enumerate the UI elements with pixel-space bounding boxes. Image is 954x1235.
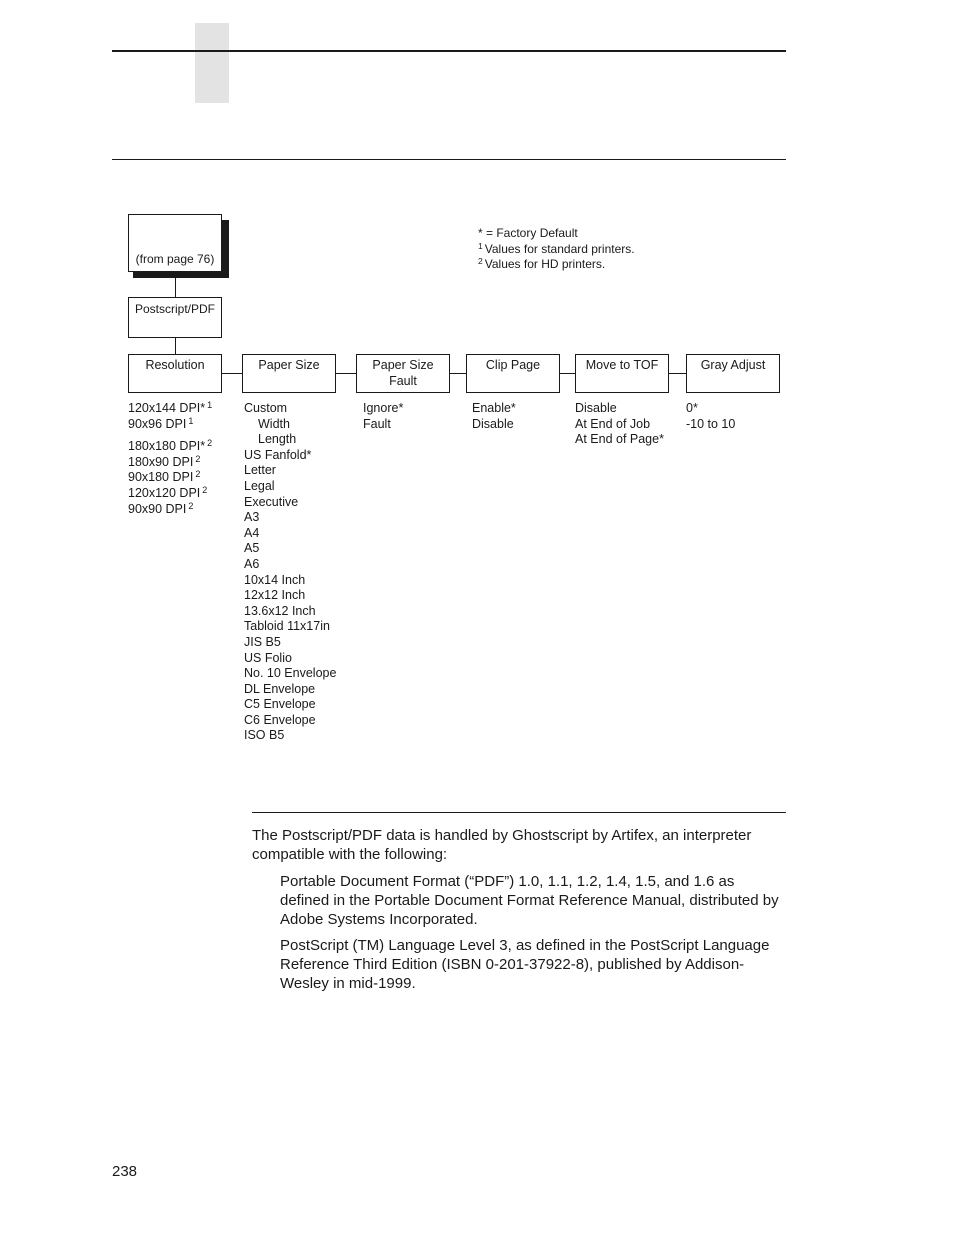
list-item: C5 Envelope [244,697,316,712]
list-item: A6 [244,556,260,571]
list-item: US Fanfold* [244,447,312,462]
list-item: 120x120 DPI $^2$ [128,484,208,500]
gray-adjust-options [686,401,735,432]
menu-clip-page: Clip Page [466,354,560,393]
legend-note-2: $^2$ Values for HD printers. [478,256,606,271]
list-item: ISO B5 [244,728,285,743]
list-item: A5 [244,541,260,556]
list-item: 0* [686,401,698,415]
connector [222,373,242,374]
page-number: 238 [112,1163,138,1180]
postscript-pdf-box: Postscript/PDF [128,297,222,338]
list-item: JIS B5 [244,634,281,649]
list-item: 10x14 Inch [244,572,306,587]
list-item: 13.6x12 Inch [244,603,316,618]
intro-paragraph: The Postscript/PDF data is handled by Ghostscript by Artifex, an interpreter compatible with the following: [252,827,752,863]
menu-move-to-tof: Move to TOF [575,354,669,393]
connector [560,373,575,374]
list-item: Width [258,416,290,431]
list-item: 90x90 DPI $^2$ [128,500,194,516]
paper-size-options [244,401,336,744]
list-item: A3 [244,510,260,525]
postscript-paragraph: PostScript (TM) Language Level 3, as defined in the PostScript Language Reference Third Edition (ISBN 0-201-37922-8), published by Addison-Wesley in mid-1999. [280,937,770,992]
list-item: Tabloid 11x17in [244,619,330,634]
connector [175,278,176,298]
move-tof-options [575,401,664,448]
list-item: A4 [244,525,260,540]
legend-note-1: $^1$ Values for standard printers. [478,240,635,256]
list-item: C6 Envelope [244,712,316,727]
list-item: 180x180 DPI* $^2$ [128,438,213,454]
connector [669,373,686,374]
list-item: Legal [244,478,275,493]
connector [336,373,356,374]
list-item: Enable* [472,401,516,415]
list-item: 90x96 DPI $^1$ [128,415,194,431]
list-item: Disable [575,401,617,415]
legend [478,226,635,273]
menu-resolution: Resolution [128,354,222,393]
menu-paper-size-fault: Paper Size Fault [356,354,450,393]
list-item: Ignore* [363,401,404,415]
body-rule [252,812,786,813]
list-item: At End of Page* [575,432,664,447]
from-page-box: (from page 76) [128,214,222,272]
list-item: Fault [363,416,391,431]
legend-factory-default: * = Factory Default [478,226,578,240]
list-item: 90x180 DPI $^2$ [128,469,201,485]
connector [450,373,466,374]
list-item: -10 to 10 [686,416,736,431]
clip-page-options [472,401,516,432]
menu-gray-adjust: Gray Adjust [686,354,780,393]
chapter-tab [195,23,229,103]
list-item: 180x90 DPI $^2$ [128,453,201,469]
list-item: US Folio [244,650,292,665]
pdf-paragraph: Portable Document Format (“PDF”) 1.0, 1.1, 1.2, 1.4, 1.5, and 1.6 as defined in the Portable Document Format Reference Manual, distributed by Adobe Systems Incorporated. [280,873,779,928]
list-item: 12x12 Inch [244,588,306,603]
list-item: No. 10 Envelope [244,666,337,681]
header-rule [112,50,786,52]
resolution-options [128,401,212,517]
list-item: 120x144 DPI* $^1$ [128,400,213,415]
list-item: Executive [244,494,299,509]
section-rule [112,159,786,160]
paper-fault-options [363,401,403,432]
list-item: Custom [244,401,288,415]
list-item: Disable [472,416,514,431]
list-item: Length [258,432,297,447]
menu-paper-size: Paper Size [242,354,336,393]
connector [175,338,176,354]
list-item: DL Envelope [244,681,316,696]
list-item: Letter [244,463,276,478]
list-item: At End of Job [575,416,651,431]
